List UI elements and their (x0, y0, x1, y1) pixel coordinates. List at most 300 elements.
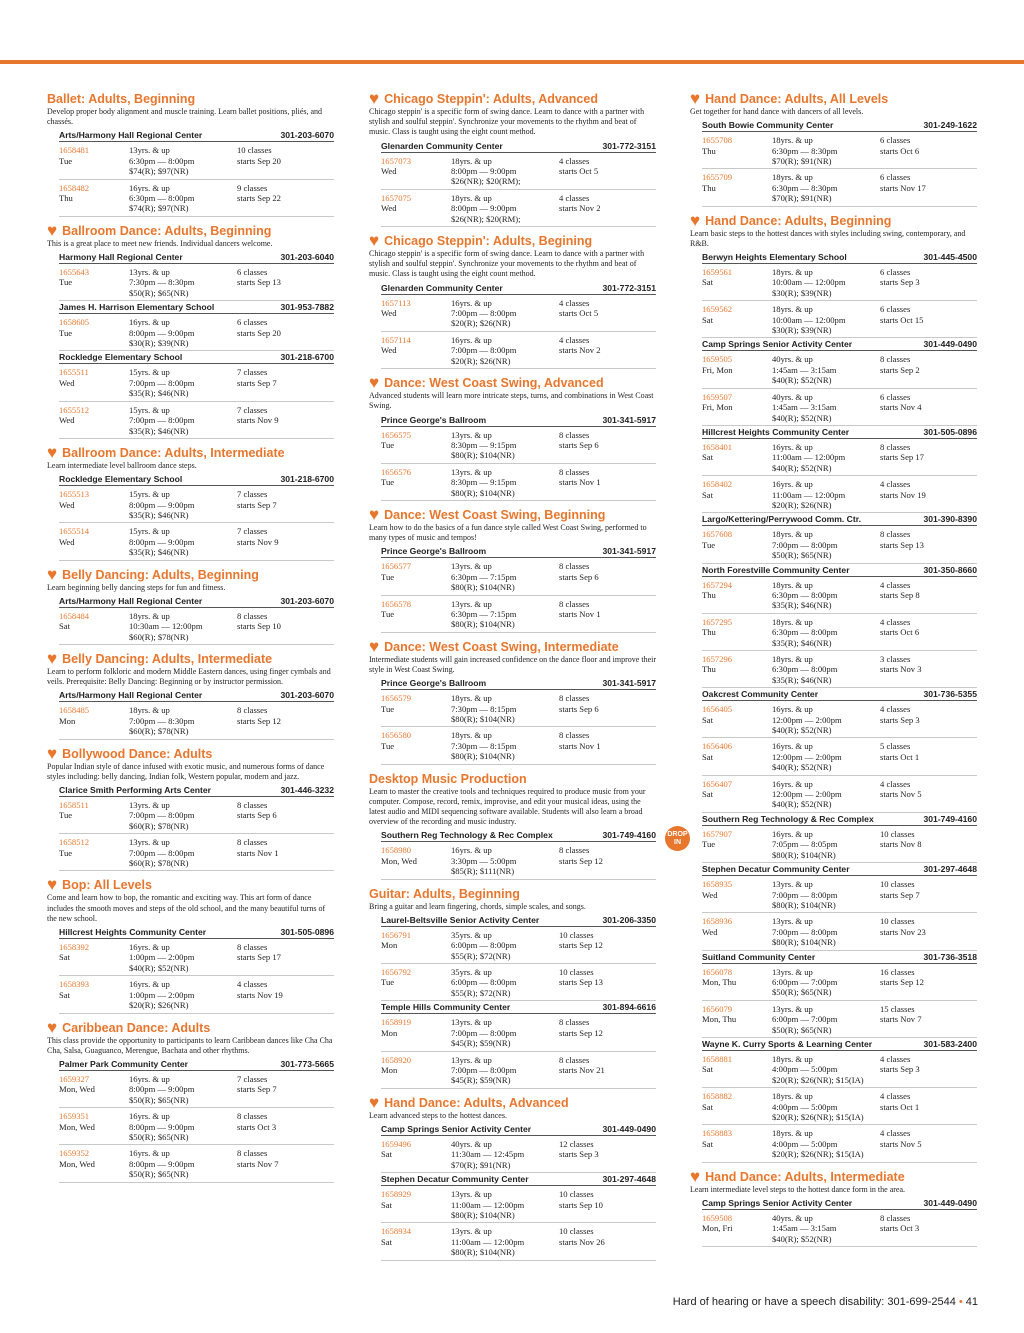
class-code[interactable]: 1657294 (702, 579, 733, 590)
course-description: Bring a guitar and learn fingering, chords, simple scales, and songs. (369, 901, 586, 911)
class-fee: $40(R); $52(NR) (772, 799, 832, 810)
class-row (59, 976, 334, 1013)
class-schedule-cell (559, 599, 656, 630)
course-description: Develop proper body alignment and muscle training. Learn ballet positions, pliés, and chassés. (47, 107, 323, 127)
location-phone: 301-218-6700 (280, 474, 334, 485)
location-header (59, 595, 334, 608)
course-description: Advanced students will learn more intricate steps, turns, and combinations in West Coast Swing. (369, 391, 654, 411)
class-age: 18yrs. & up (772, 1091, 813, 1102)
class-count: 8 classes (237, 705, 268, 716)
location-header (381, 414, 656, 427)
class-code[interactable]: 1656407 (702, 778, 733, 789)
class-start: starts Nov 1 (237, 847, 279, 858)
class-age: 18yrs. & up (129, 610, 170, 621)
class-id-cell (59, 611, 129, 642)
course-title-text: Chicago Steppin': Adults, Advanced (384, 92, 598, 106)
location-name: Prince George's Ballroom (381, 678, 487, 689)
class-id-cell (702, 267, 772, 298)
class-schedule-cell (237, 942, 334, 973)
class-code[interactable]: 1656792 (381, 967, 412, 978)
class-code[interactable]: 1658920 (381, 1054, 412, 1065)
class-details-cell (772, 172, 880, 203)
class-count: 8 classes (237, 1111, 268, 1122)
class-row (702, 476, 977, 513)
class-days: Wed (381, 166, 397, 177)
class-details-cell (451, 1226, 559, 1257)
class-count: 9 classes (237, 182, 268, 193)
location-header (381, 545, 656, 558)
class-age: 13yrs. & up (451, 466, 492, 477)
class-code[interactable]: 1659327 (59, 1073, 90, 1084)
class-schedule-cell (237, 183, 334, 214)
class-code[interactable]: 1656405 (702, 704, 733, 715)
class-days: Tue (59, 847, 73, 858)
class-start: starts Sep 7 (237, 1084, 277, 1095)
class-code[interactable]: 1655513 (59, 489, 90, 500)
class-count: 10 classes (880, 828, 915, 839)
class-id-cell (381, 156, 451, 187)
class-id-cell (702, 654, 772, 685)
class-details-cell (451, 193, 559, 224)
class-code[interactable]: 1658392 (59, 942, 90, 953)
class-start: starts Sep 12 (559, 940, 603, 951)
class-count: 8 classes (237, 1148, 268, 1159)
class-fee: $40(R); $52(NR) (772, 375, 832, 386)
class-row (381, 153, 656, 190)
course-section (47, 564, 334, 645)
location-header (702, 513, 977, 526)
course-description: This class provide the opportunity to participants to learn Caribbean dances like Cha Cha Cha, Salsa, Guaguanco, Merengue, Bachata and other rhythms. (47, 1035, 333, 1055)
class-id-cell (381, 1226, 451, 1257)
class-fee: $60(R); $78(NR) (129, 858, 189, 869)
class-code[interactable]: 1658393 (59, 979, 90, 990)
class-row (59, 142, 334, 179)
class-fee: $50(R); $65(NR) (129, 1169, 189, 1180)
class-id-cell (381, 730, 451, 761)
class-details-cell (451, 467, 559, 498)
class-time: 8:00pm — 9:00pm (129, 536, 195, 547)
course-section (369, 636, 657, 765)
class-days: Tue (381, 477, 395, 488)
class-start: starts Sep 3 (880, 714, 920, 725)
class-details-cell (772, 267, 880, 298)
class-start: starts Nov 1 (559, 740, 601, 751)
class-time: 7:00pm — 8:00pm (451, 1027, 517, 1038)
class-fee: $20(R); $26(NR); $15(IA) (772, 1112, 864, 1123)
class-code[interactable]: 1655709 (702, 172, 733, 183)
class-code[interactable]: 1658919 (381, 1017, 412, 1028)
class-code[interactable]: 1658882 (702, 1091, 733, 1102)
class-days: Mon, Wed (59, 1084, 95, 1095)
location-name: Wayne K. Curry Sports & Learning Center (702, 1038, 873, 1049)
class-code[interactable]: 1658929 (381, 1189, 412, 1200)
class-time: 6:00pm — 7:00pm (772, 1014, 838, 1025)
class-details-cell (451, 1055, 559, 1086)
class-time: 7:00pm — 8:00pm (129, 415, 195, 426)
class-time: 7:00pm — 8:00pm (451, 345, 517, 356)
class-schedule-cell (237, 1148, 334, 1179)
location-name: Stephen Decatur Community Center (381, 1174, 529, 1185)
class-code[interactable]: 1658482 (59, 182, 90, 193)
class-id-cell (702, 392, 772, 423)
class-count: 10 classes (559, 1226, 594, 1237)
class-fee: $35(R); $46(NR) (129, 388, 189, 399)
class-row (381, 190, 656, 227)
location-name: Camp Springs Senior Activity Center (381, 1123, 532, 1134)
class-schedule-cell (880, 529, 977, 560)
class-code[interactable]: 1658401 (702, 441, 733, 452)
location-phone: 301-445-4500 (923, 252, 977, 263)
class-count: 8 classes (237, 800, 268, 811)
class-time: 10:00am — 12:00pm (772, 277, 846, 288)
class-details-cell (451, 845, 559, 876)
class-row (702, 913, 977, 950)
class-days: Sat (702, 489, 713, 500)
class-schedule-cell (559, 193, 656, 224)
class-details-cell (772, 654, 880, 685)
class-details-cell (129, 267, 237, 298)
class-code[interactable]: 1656406 (702, 741, 733, 752)
class-time: 1:00pm — 2:00pm (129, 989, 195, 1000)
class-age: 16yrs. & up (129, 1111, 170, 1122)
class-id-cell (702, 879, 772, 910)
course-title-text: Dance: West Coast Swing, Advanced (384, 376, 604, 391)
column-middle (369, 90, 656, 1268)
class-time: 11:00am — 12:00pm (772, 489, 846, 500)
class-code[interactable]: 1657907 (702, 828, 733, 839)
class-code[interactable]: 1658883 (702, 1128, 733, 1139)
class-row (59, 180, 334, 217)
class-row (59, 523, 334, 560)
heart-icon: ♥ (369, 373, 380, 393)
class-count: 4 classes (880, 704, 911, 715)
class-code[interactable]: 1658402 (702, 479, 733, 490)
class-row (702, 389, 977, 426)
class-age: 18yrs. & up (772, 654, 813, 665)
heart-icon: ♥ (369, 89, 380, 108)
class-age: 13yrs. & up (451, 429, 492, 440)
class-code[interactable]: 1657608 (702, 529, 733, 540)
location-header (702, 813, 977, 826)
class-details-cell (451, 599, 559, 630)
class-count: 7 classes (237, 367, 268, 378)
class-time: 7:00pm — 8:00pm (772, 926, 838, 937)
course-section (369, 231, 656, 369)
class-days: Mon, Thu (702, 1014, 737, 1025)
class-id-cell (59, 1148, 129, 1179)
class-row (702, 826, 977, 863)
location-header (702, 951, 977, 964)
class-details-cell (129, 367, 237, 398)
class-days: Tue (59, 327, 73, 338)
location-header (59, 926, 334, 939)
course-description: Chicago steppin' is a specific form of swing dance. Learn to dance with a partner with stylish and soulful steppin'. Synchronize your movements to the rhythm and beat of music. Class is taught using the eight count method. (369, 249, 645, 279)
class-id-cell (702, 354, 772, 385)
class-age: 16yrs. & up (129, 1148, 170, 1159)
class-schedule-cell (880, 1213, 977, 1244)
location-phone: 301-736-5355 (923, 689, 977, 700)
class-start: starts Nov 9 (237, 536, 279, 547)
class-code[interactable]: 1656078 (702, 966, 733, 977)
class-code[interactable]: 1659505 (702, 354, 733, 365)
class-code[interactable]: 1658881 (702, 1053, 733, 1064)
class-row (59, 486, 334, 523)
class-row (59, 1108, 334, 1145)
location-header (702, 1038, 977, 1051)
class-count: 4 classes (559, 155, 590, 166)
class-row (381, 1136, 656, 1173)
class-fee: $80(R); $104(NR) (451, 450, 515, 461)
class-details-cell (129, 183, 237, 214)
class-code[interactable]: 1659562 (702, 304, 733, 315)
class-age: 18yrs. & up (129, 705, 170, 716)
class-code[interactable]: 1657075 (381, 192, 412, 203)
drop-in-line2: IN (674, 838, 681, 846)
class-code[interactable]: 1656577 (381, 561, 412, 572)
class-code[interactable]: 1656575 (381, 429, 412, 440)
class-count: 8 classes (237, 610, 268, 621)
class-age: 18yrs. & up (772, 579, 813, 590)
class-id-cell (59, 800, 129, 831)
class-days: Fri, Mon (702, 402, 733, 413)
class-code[interactable]: 1657114 (381, 334, 411, 345)
class-count: 7 classes (237, 404, 268, 415)
location-name: Glenarden Community Center (381, 282, 503, 293)
class-code[interactable]: 1656791 (381, 929, 412, 940)
class-row (381, 1014, 656, 1051)
class-code[interactable]: 1658934 (381, 1226, 412, 1237)
class-row (381, 927, 656, 964)
class-fee: $20(R); $26(NR); $15(IA) (772, 1074, 864, 1085)
class-code[interactable]: 1658980 (381, 845, 412, 856)
class-start: starts Oct 6 (880, 627, 920, 638)
course-section (369, 373, 656, 501)
class-schedule-cell (237, 1111, 334, 1142)
class-code[interactable]: 1656579 (381, 693, 412, 704)
course-description: Learn advanced steps to the hottest dances. (369, 1110, 507, 1120)
class-time: 7:00pm — 8:00pm (772, 889, 838, 900)
class-details-cell (772, 580, 880, 611)
class-code[interactable]: 1656580 (381, 730, 412, 741)
location-phone: 301-203-6070 (280, 595, 334, 606)
class-start: starts Nov 21 (559, 1064, 605, 1075)
class-code[interactable]: 1657073 (381, 155, 412, 166)
class-time: 10:30am — 12:00pm (129, 621, 203, 632)
class-code[interactable]: 1656079 (702, 1003, 733, 1014)
course-section (369, 772, 656, 880)
class-start: starts Sep 10 (237, 621, 281, 632)
class-fee: $20(R); $26(NR) (129, 1000, 189, 1011)
class-code[interactable]: 1659496 (381, 1138, 412, 1149)
class-code[interactable]: 1658936 (702, 916, 733, 927)
class-count: 4 classes (880, 1091, 911, 1102)
page-number: 41 (965, 1296, 978, 1308)
class-count: 8 classes (559, 1054, 590, 1065)
class-code[interactable]: 1659352 (59, 1148, 90, 1159)
class-row (702, 577, 977, 614)
class-details-cell (772, 916, 880, 947)
class-code[interactable]: 1659507 (702, 391, 733, 402)
class-count: 8 classes (880, 441, 911, 452)
class-days: Sat (59, 989, 70, 1000)
course-section (47, 875, 334, 1013)
location-header (702, 564, 977, 577)
course-section (47, 1017, 334, 1183)
class-id-cell (381, 967, 451, 998)
class-row (381, 558, 656, 595)
class-fee: $30(R); $39(NR) (129, 338, 189, 349)
class-code[interactable]: 1658605 (59, 317, 90, 328)
class-id-cell (702, 1054, 772, 1085)
course-title (369, 504, 656, 524)
class-days: Tue (381, 703, 395, 714)
class-details-cell (772, 1091, 880, 1122)
class-fee: $40(R); $52(NR) (772, 1233, 832, 1244)
class-age: 40yrs. & up (772, 391, 813, 402)
class-count: 8 classes (880, 529, 911, 540)
class-id-cell (381, 298, 451, 329)
class-details-cell (129, 1148, 237, 1179)
class-row (702, 876, 977, 913)
class-code[interactable]: 1657295 (702, 616, 733, 627)
class-start: starts Sep 13 (237, 277, 281, 288)
class-code[interactable]: 1659351 (59, 1111, 90, 1122)
class-code[interactable]: 1657296 (702, 654, 733, 665)
class-id-cell (702, 829, 772, 860)
class-id-cell (702, 1213, 772, 1244)
course-title (47, 442, 334, 462)
class-time: 4:00pm — 5:00pm (772, 1138, 838, 1149)
class-days: Tue (702, 539, 716, 550)
class-start: starts Sep 8 (880, 589, 920, 600)
class-code[interactable]: 1659561 (702, 267, 733, 278)
location-phone: 301-446-3232 (280, 785, 334, 796)
heart-icon: ♥ (690, 1166, 701, 1186)
class-row (702, 1001, 977, 1038)
class-count: 4 classes (880, 1128, 911, 1139)
class-code[interactable]: 1658512 (59, 837, 90, 848)
class-details-cell (772, 392, 880, 423)
class-code[interactable]: 1658935 (702, 879, 733, 890)
heart-icon: ♥ (47, 564, 58, 584)
class-schedule-cell (880, 479, 977, 510)
class-start: starts Nov 7 (880, 1014, 922, 1025)
class-details-cell (451, 298, 559, 329)
class-schedule-cell (237, 837, 334, 868)
class-details-cell (772, 1004, 880, 1035)
course-title-text: Hand Dance: Adults, Advanced (384, 1095, 569, 1110)
class-fee: $60(R); $78(NR) (129, 631, 189, 642)
course-title-text: Desktop Music Production (369, 771, 527, 786)
class-start: starts Sep 6 (559, 703, 599, 714)
class-code[interactable]: 1655514 (59, 526, 90, 537)
location-phone: 301-297-4648 (923, 864, 977, 875)
class-age: 16yrs. & up (772, 441, 813, 452)
class-age: 13yrs. & up (451, 561, 492, 572)
class-age: 13yrs. & up (451, 1226, 492, 1237)
class-fee: $50(R); $65(NR) (129, 287, 189, 298)
class-details-cell (772, 779, 880, 810)
class-code[interactable]: 1656578 (381, 598, 412, 609)
class-row (702, 738, 977, 775)
class-days: Sat (702, 1101, 713, 1112)
class-fee: $55(R); $72(NR) (451, 987, 511, 998)
class-schedule-cell (559, 1055, 656, 1086)
class-details-cell (772, 529, 880, 560)
class-fee: $80(R); $104(NR) (772, 899, 836, 910)
class-schedule-cell (559, 845, 656, 876)
class-schedule-cell (559, 561, 656, 592)
class-start: starts Nov 17 (880, 182, 926, 193)
class-fee: $85(R); $111(NR) (451, 866, 515, 877)
class-time: 7:00pm — 8:00pm (451, 308, 517, 319)
class-days: Sat (702, 452, 713, 463)
class-code[interactable]: 1656576 (381, 466, 412, 477)
location-phone: 301-772-3151 (602, 140, 656, 151)
course-title (47, 743, 334, 763)
class-days: Sat (381, 1236, 392, 1247)
class-time: 7:30pm — 8:15pm (451, 740, 517, 751)
class-code[interactable]: 1658484 (59, 610, 90, 621)
class-code[interactable]: 1658511 (59, 800, 89, 811)
class-days: Thu (702, 145, 716, 156)
heart-icon: ♥ (47, 1017, 58, 1037)
location-phone: 301-736-3518 (923, 951, 977, 962)
class-id-cell (702, 1004, 772, 1035)
class-time: 1:00pm — 2:00pm (129, 952, 195, 963)
class-time: 8:00pm — 9:00pm (129, 1084, 195, 1095)
class-id-cell (59, 979, 129, 1010)
class-count: 3 classes (880, 654, 911, 665)
class-days: Thu (702, 589, 716, 600)
class-row (702, 169, 977, 206)
class-time: 6:00pm — 8:00pm (451, 977, 517, 988)
class-age: 35yrs. & up (451, 967, 492, 978)
class-code[interactable]: 1655708 (702, 135, 733, 146)
class-time: 6:00pm — 8:00pm (451, 940, 517, 951)
location-phone: 301-203-6070 (280, 690, 334, 701)
heart-icon: ♥ (47, 220, 58, 240)
class-count: 8 classes (559, 730, 590, 741)
class-schedule-cell (237, 1074, 334, 1105)
class-count: 8 classes (237, 837, 268, 848)
location-phone: 301-772-3151 (602, 282, 656, 293)
class-count: 6 classes (880, 135, 911, 146)
class-code[interactable]: 1655643 (59, 267, 90, 278)
class-days: Wed (702, 926, 718, 937)
location-phone: 301-390-8390 (923, 514, 977, 525)
class-code[interactable]: 1658481 (59, 145, 90, 156)
column-left (47, 90, 334, 1190)
class-code[interactable]: 1657113 (381, 297, 411, 308)
class-id-cell (702, 617, 772, 648)
class-details-cell (772, 704, 880, 735)
class-age: 18yrs. & up (772, 172, 813, 183)
class-details-cell (772, 879, 880, 910)
class-time: 3:30pm — 5:00pm (451, 855, 517, 866)
class-age: 16yrs. & up (772, 778, 813, 789)
class-row (59, 314, 334, 351)
class-code[interactable]: 1659508 (702, 1212, 733, 1223)
class-code[interactable]: 1658485 (59, 705, 90, 716)
class-days: Wed (59, 377, 75, 388)
class-code[interactable]: 1655512 (59, 404, 90, 415)
class-code[interactable]: 1655511 (59, 367, 89, 378)
location-phone: 301-341-5917 (602, 414, 656, 425)
class-time: 7:05pm — 8:05pm (772, 839, 838, 850)
class-fee: $20(R); $26(NR) (451, 355, 511, 366)
location-name: Glenarden Community Center (381, 140, 503, 151)
